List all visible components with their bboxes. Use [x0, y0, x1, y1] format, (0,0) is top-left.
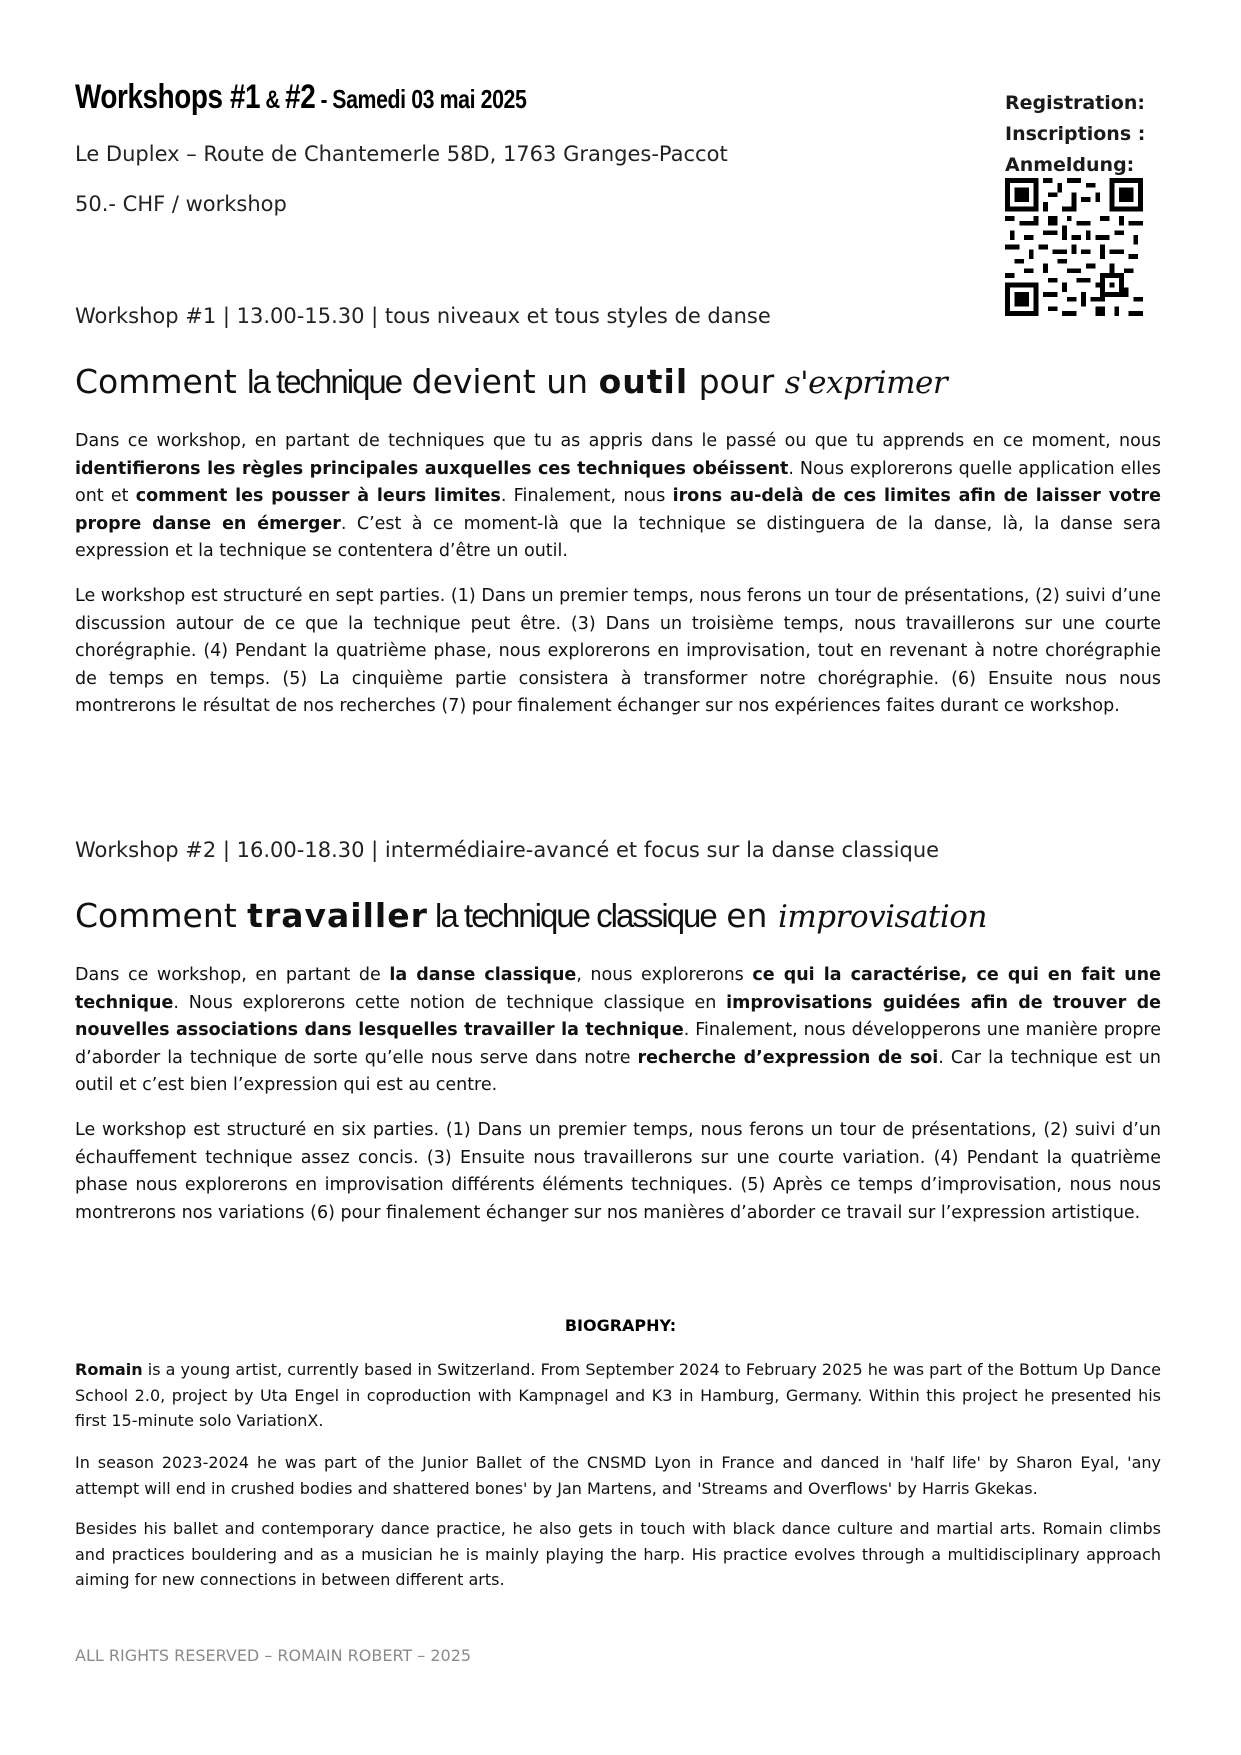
workshop-2-meta: Workshop #2 | 16.00-18.30 | intermédiaire-avancé et focus sur la danse classique [75, 838, 940, 862]
title-ampersand: & [260, 86, 286, 114]
workshop-1-heading [75, 362, 947, 401]
artist-name: Romain [75, 1360, 143, 1379]
heading-word: devient un [401, 362, 599, 401]
heading-word-script: improvisation [777, 899, 987, 935]
title-date: Samedi 03 mai 2025 [332, 84, 527, 114]
heading-word: travailler [247, 896, 428, 935]
heading-word: pour [688, 362, 785, 401]
registration-en: Registration: [1005, 92, 1145, 114]
registration-label [1005, 88, 1145, 181]
workshop-2-structure: Le workshop est structuré en six parties. (1) Dans un premier temps, nous ferons un tour de présentations, (2) suivi d’un échauffement technique assez concis. (3) Ensuite nous travaillerons sur une courte variation. (4) Pendant la quatrième phase nous explorerons en improvisation différents éléments techniques. (5) Après ce temps d’improvisation, nous nous montrerons nos variations (6) pour finalement échanger sur nos manières d’aborder ce travail sur l’expression artistique. [75, 1120, 1161, 1223]
heading-word: la technique [247, 363, 402, 400]
biography-paragraph: Romain is a young artist, currently based in Switzerland. From September 2024 to February 2025 he was part of the Bottum Up Dance School 2.0, project by Uta Engel in coproduction with Kampnagel and K3 in Hamburg, Germany. Within this project he presented his first 15-minute solo VariationX. [75, 1360, 1161, 1430]
workshop-2-heading [75, 896, 987, 935]
workshop-1-structure: Le workshop est structuré en sept parties. (1) Dans un premier temps, nous ferons un tour de présentations, (2) suivi d’une discussion autour de ce que la technique peut être. (3) Dans un troisième temps, nous travaillerons sur une courte chorégraphie. (4) Pendant la quatrième phase, nous explorerons en improvisation, tout en revenant à notre chorégraphie de temps en temps. (5) La cinquième partie consistera à transformer notre chorégraphie. (6) Ensuite nous nous montrerons le résultat de nos recherches (7) pour finalement échanger sur nos expériences faites durant ce workshop. [75, 586, 1161, 716]
heading-word: Comment [75, 362, 248, 401]
registration-fr: Inscriptions : [1005, 123, 1146, 145]
title-workshop-1: Workshops #1 [75, 78, 261, 116]
qr-code-icon[interactable] [1005, 178, 1143, 316]
biography-heading: BIOGRAPHY: [564, 1316, 677, 1335]
heading-word: en [715, 896, 778, 935]
heading-word: la technique classique [427, 897, 716, 934]
title-workshop-2: #2 [285, 78, 316, 116]
title-dash: - [315, 86, 333, 114]
biography-paragraph: Besides his ballet and contemporary dance practice, he also gets in touch with black dance culture and martial arts. Romain climbs and practices bouldering and as a musician he is mainly playing the harp. His practice evolves through a multidisciplinary approach aiming for new connections in between different arts. [75, 1519, 1161, 1589]
heading-word: Comment [75, 896, 248, 935]
page-title [75, 78, 526, 117]
workshop-price: 50.- CHF / workshop [75, 192, 287, 216]
registration-de: Anmeldung: [1005, 154, 1135, 176]
biography-paragraph: In season 2023-2024 he was part of the Junior Ballet of the CNSMD Lyon in France and danced in 'half life' by Sharon Eyal, 'any attempt will end in crushed bodies and shattered bones' by Jan Martens, and 'Streams and Overflows' by Harris Gkekas. [75, 1453, 1161, 1498]
workshop-2-description: Dans ce workshop, en partant de la danse classique, nous explorerons ce qui la caractérise, ce qui en fait une technique. Nous explorerons cette notion de technique classique en improvisations guidées afin de trouver de nouvelles associations dans lesquelles travailler la technique. Finalement, nous développerons une manière propre d’aborder la technique de sorte qu’elle nous serve dans notre recherche d’expression de soi. Car la technique est un outil et c’est bien l’expression qui est au centre. [75, 965, 1162, 1095]
workshop-1-description: Dans ce workshop, en partant de techniques que tu as appris dans le passé ou que tu apprends en ce moment, nous identifierons les règles principales auxquelles ces techniques obéissent. Nous explorerons quelle application elles ont et comment les pousser à leurs limites. Finalement, nous irons au-delà de ces limites afin de laisser votre propre danse en émerger. C’est à ce moment-là que la technique se distinguera de la danse, là, la danse sera expression et la technique se contentera d’être un outil. [75, 431, 1161, 561]
workshop-1-meta: Workshop #1 | 13.00-15.30 | tous niveaux et tous styles de danse [75, 304, 771, 328]
venue-address: Le Duplex – Route de Chantemerle 58D, 1763 Granges-Paccot [75, 142, 728, 166]
heading-word: outil [598, 362, 689, 401]
heading-word-script: s'exprimer [784, 365, 948, 401]
copyright-footer: ALL RIGHTS RESERVED – ROMAIN ROBERT – 2025 [75, 1646, 472, 1665]
